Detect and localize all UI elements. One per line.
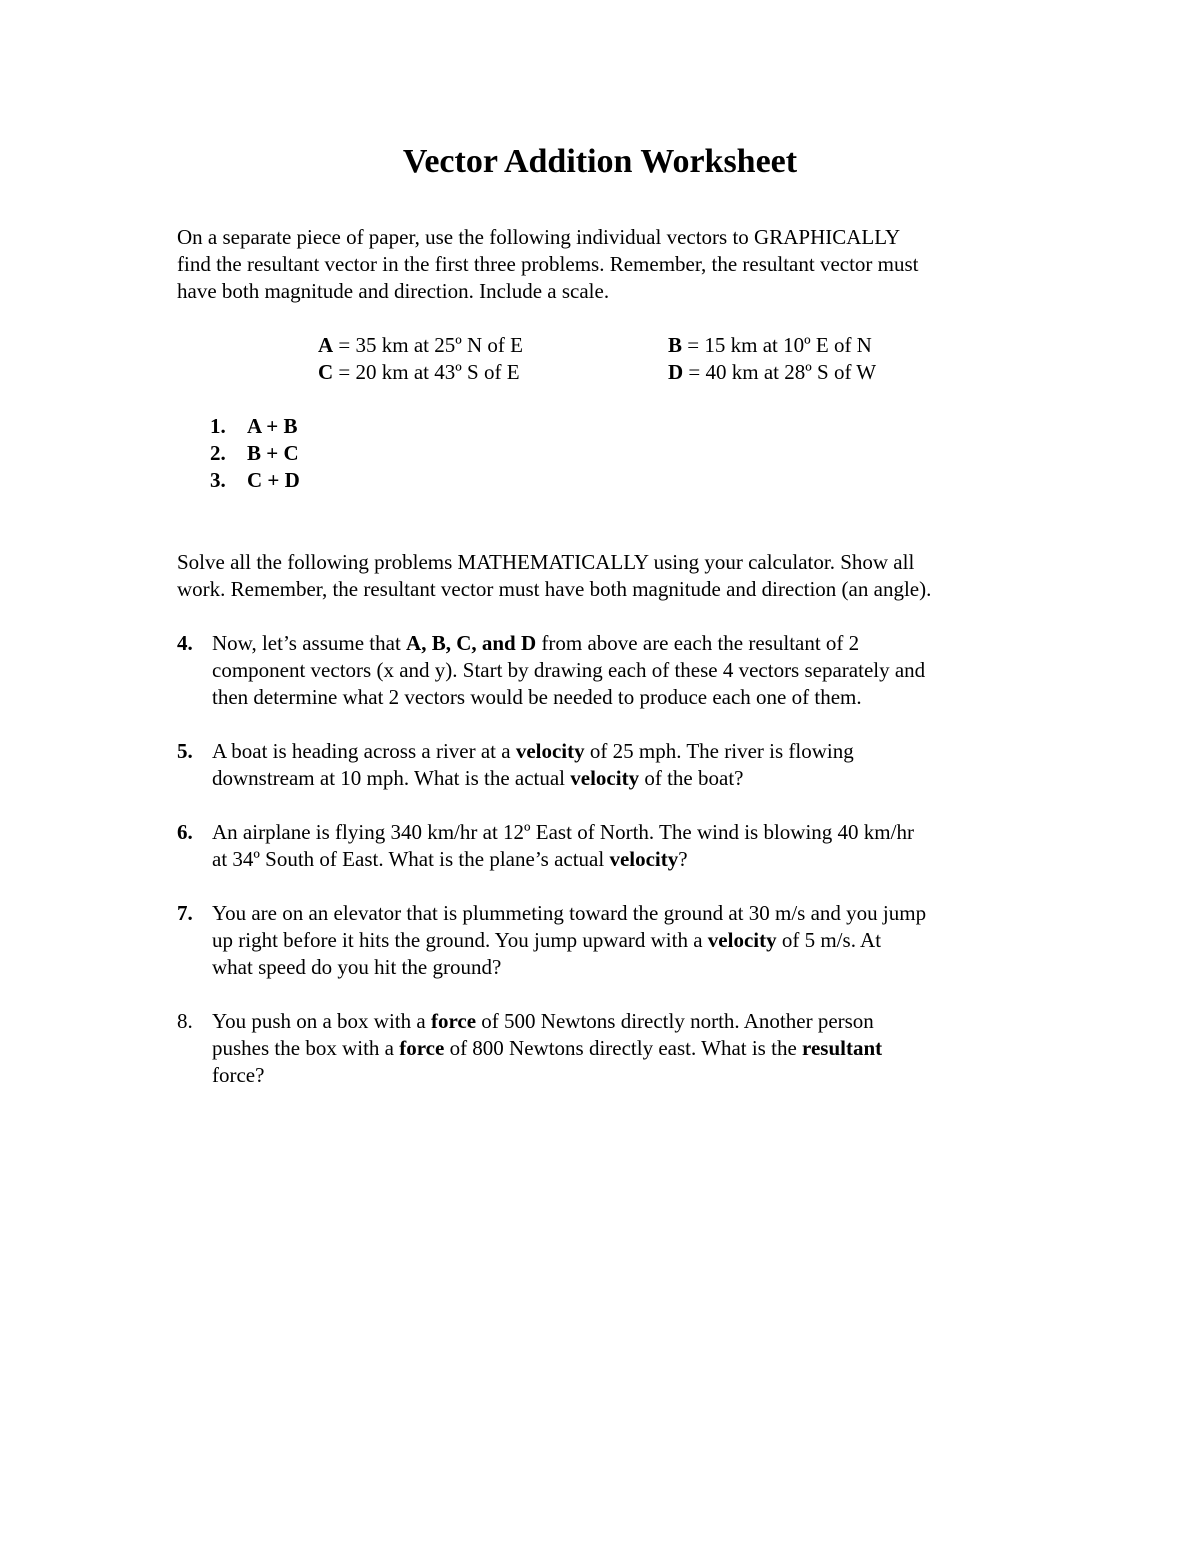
text-span: pushes the box with a [212, 1036, 400, 1060]
vector-row [318, 359, 1018, 386]
text-span: at 34º South of East. What is the plane’s actual [212, 847, 610, 871]
vector-d [668, 359, 1018, 386]
intro-line: have both magnitude and direction. Include a scale. [177, 279, 610, 303]
item-text: B + C [247, 441, 299, 465]
vector-name: D [668, 360, 684, 384]
problem-body [212, 1008, 1042, 1089]
item-number: 1. [210, 414, 226, 438]
problem-line [212, 927, 1042, 954]
problem-number: 7. [177, 901, 193, 925]
problem-body [212, 630, 1042, 711]
text-span-bold: A, B, C, and D [406, 631, 537, 655]
graphical-problem-list [210, 413, 300, 494]
problem-line [212, 630, 1042, 657]
problem-line [212, 1008, 1042, 1035]
text-span-bold: force [399, 1036, 445, 1060]
text-span: of the boat? [639, 766, 744, 790]
text-span: up right before it hits the ground. You jump upward with a [212, 928, 708, 952]
problem-line: force? [212, 1063, 265, 1087]
list-item [210, 440, 300, 467]
solve-line: work. Remember, the resultant vector must have both magnitude and direction (an angle). [177, 577, 932, 601]
problem-body [212, 738, 1042, 792]
problem-5 [177, 738, 1047, 792]
list-item [210, 413, 300, 440]
text-span-bold: velocity [609, 847, 679, 871]
problem-body [212, 900, 1042, 981]
problem-line: You are on an elevator that is plummeting toward the ground at 30 m/s and you jump [212, 901, 927, 925]
vector-value: = 35 km at 25º N of E [333, 333, 524, 357]
vector-c [318, 359, 668, 386]
item-text: A + B [247, 414, 298, 438]
problem-8 [177, 1008, 1047, 1089]
text-span: You push on a box with a [212, 1009, 431, 1033]
text-span-bold: force [430, 1009, 477, 1033]
text-span-bold: resultant [802, 1036, 883, 1060]
intro-line: find the resultant vector in the first three problems. Remember, the resultant vector must [177, 252, 919, 276]
item-number: 2. [210, 441, 226, 465]
vector-definitions [318, 332, 1018, 386]
vector-b [668, 332, 1018, 359]
problem-line: then determine what 2 vectors would be needed to produce each one of them. [212, 685, 862, 709]
vector-value: = 40 km at 28º S of W [683, 360, 877, 384]
item-text: C + D [247, 468, 300, 492]
text-span: of 500 Newtons directly north. Another person [476, 1009, 874, 1033]
vector-name: C [318, 360, 334, 384]
text-span: Now, let’s assume that [212, 631, 407, 655]
problem-line [212, 738, 1042, 765]
problem-4 [177, 630, 1047, 711]
text-span: A boat is heading across a river at a [212, 739, 516, 763]
intro-line: On a separate piece of paper, use the following individual vectors to GRAPHICALLY [177, 225, 901, 249]
text-span-bold: velocity [515, 739, 585, 763]
problem-line: component vectors (x and y). Start by drawing each of these 4 vectors separately and [212, 658, 926, 682]
text-span-bold: velocity [570, 766, 640, 790]
problem-line [212, 1035, 1042, 1062]
vector-name: A [318, 333, 334, 357]
problem-number: 8. [177, 1009, 193, 1033]
text-span: of 5 m/s. At [776, 928, 882, 952]
problem-6 [177, 819, 1047, 873]
vector-name: B [668, 333, 683, 357]
vector-value: = 15 km at 10º E of N [682, 333, 872, 357]
problem-line: what speed do you hit the ground? [212, 955, 502, 979]
problem-line [212, 846, 1042, 873]
problem-number: 6. [177, 820, 193, 844]
solve-line: Solve all the following problems MATHEMATICALLY using your calculator. Show all [177, 550, 915, 574]
page-title: Vector Addition Worksheet [402, 143, 798, 180]
text-span-bold: velocity [707, 928, 777, 952]
vector-row [318, 332, 1018, 359]
mathematical-instructions [177, 549, 1047, 603]
text-span: downstream at 10 mph. What is the actual [212, 766, 571, 790]
problem-line [212, 765, 1042, 792]
problem-number: 5. [177, 739, 193, 763]
problem-body [212, 819, 1042, 873]
vector-a [318, 332, 668, 359]
graphical-instructions [177, 224, 1037, 305]
text-span: of 25 mph. The river is flowing [584, 739, 854, 763]
text-span: from above are each the resultant of 2 [536, 631, 860, 655]
problem-number: 4. [177, 631, 193, 655]
problem-7 [177, 900, 1047, 981]
item-number: 3. [210, 468, 226, 492]
vector-value: = 20 km at 43º S of E [333, 360, 520, 384]
list-item [210, 467, 300, 494]
text-span: of 800 Newtons directly east. What is the [444, 1036, 803, 1060]
problem-line: An airplane is flying 340 km/hr at 12º East of North. The wind is blowing 40 km/hr [212, 820, 914, 844]
text-span: ? [678, 847, 688, 871]
